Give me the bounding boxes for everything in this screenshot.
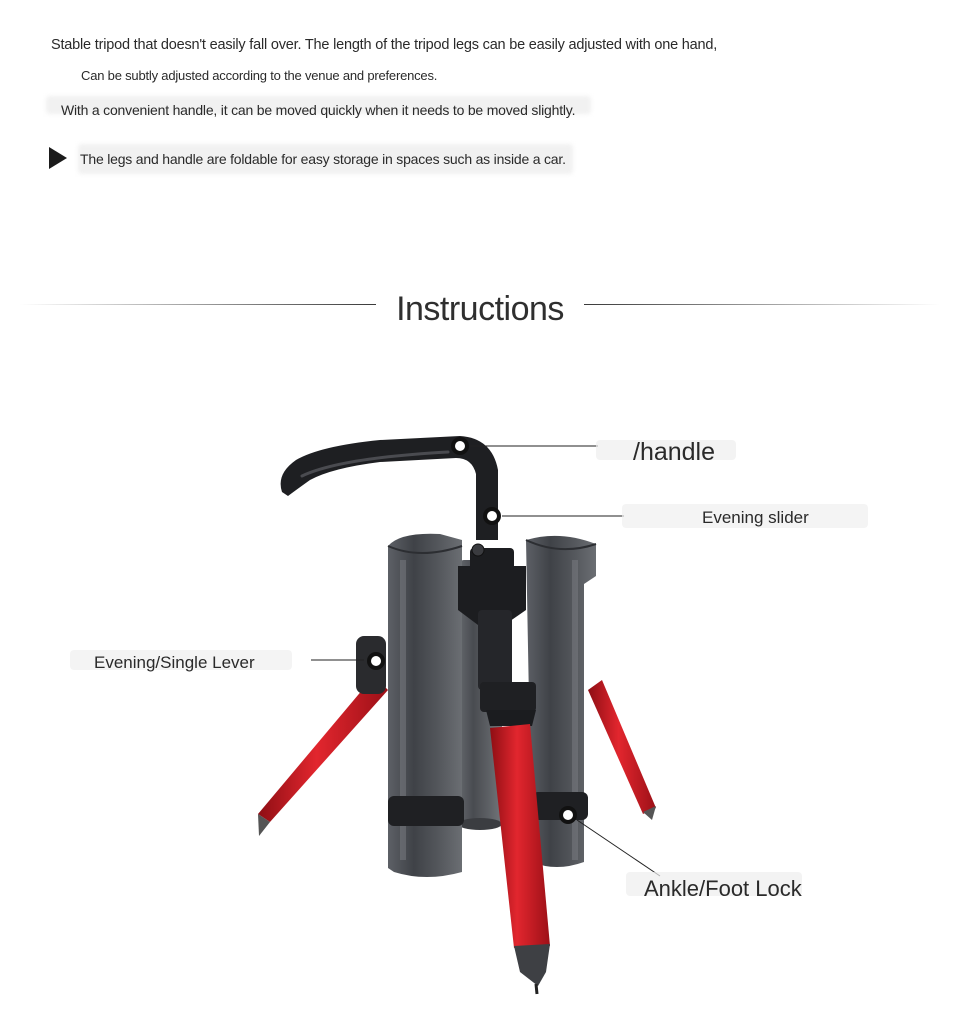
section-title: Instructions (396, 290, 564, 328)
callout-marker (559, 806, 577, 824)
rear-leg-right (588, 680, 656, 820)
feature-line: Can be subtly adjusted according to the venue and preferences. (81, 68, 438, 83)
feature-line: Stable tripod that doesn't easily fall over. The length of the tripod legs can be easily adjusted with one hand, (51, 37, 718, 53)
callout-label-lock: Ankle/Foot Lock (644, 876, 802, 901)
callout-label-handle: /handle (633, 438, 716, 466)
feature-line: The legs and handle are foldable for easy storage in spaces such as inside a car. (80, 151, 566, 167)
callout-marker (451, 437, 469, 455)
rear-leg-left (258, 676, 388, 836)
feature-line: With a convenient handle, it can be moved quickly when it needs to be moved slightly. (61, 102, 576, 118)
callout-marker (367, 652, 385, 670)
callout-label-slider: Evening slider (702, 508, 809, 527)
callout-marker (483, 507, 501, 525)
callout-label-lever: Evening/Single Lever (94, 653, 255, 672)
tube-strap (388, 796, 464, 826)
